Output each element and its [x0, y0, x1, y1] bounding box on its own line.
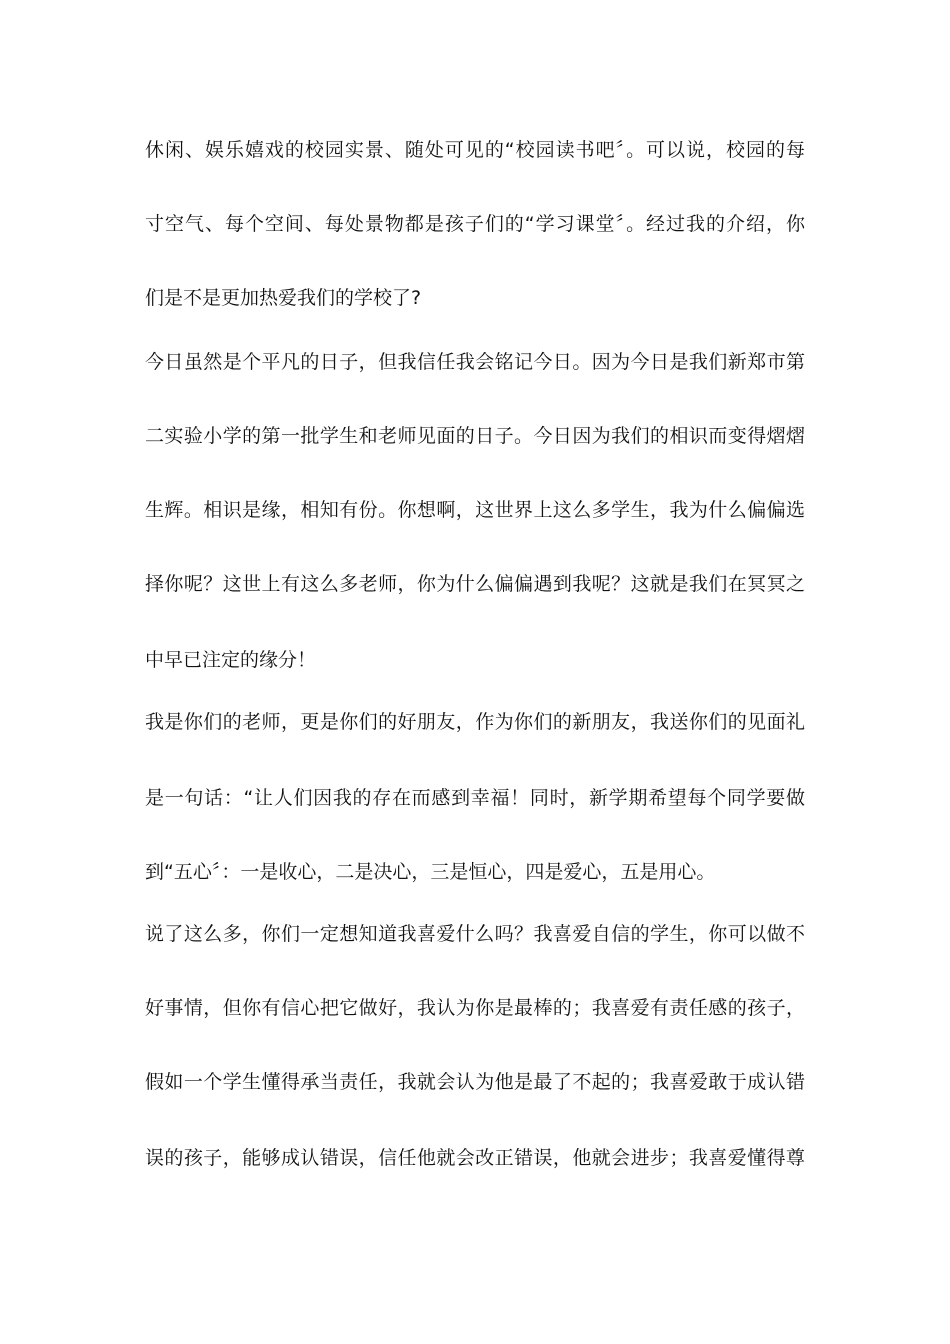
text-line: 休闲、娱乐嬉戏的校园实景、随处可见的“校园读书吧〞。可以说，校园的每	[145, 139, 805, 161]
text-line: 择你呢？这世上有这么多老师，你为什么偏偏遇到我呢？这就是我们在冥冥之	[145, 573, 805, 595]
text-line: 误的孩子，能够成认错误，信任他就会改正错误，他就会进步；我喜爱懂得尊	[145, 1147, 805, 1169]
text-line: 们是不是更加热爱我们的学校了?	[145, 287, 422, 309]
text-line: 寸空气、每个空间、每处景物都是孩子们的“学习课堂〞。经过我的介绍，你	[145, 213, 805, 235]
text-line: 假如一个学生懂得承当责任，我就会认为他是最了不起的；我喜爱敢于成认错	[145, 1071, 805, 1093]
text-line: 今日虽然是个平凡的日子，但我信任我会铭记今日。因为今日是我们新郑市第	[145, 351, 805, 373]
text-line: 中早已注定的缘分！	[145, 649, 317, 671]
text-line: 好事情，但你有信心把它做好，我认为你是最棒的；我喜爱有责任感的孩子，	[145, 997, 805, 1019]
text-line: 是一句话：“让人们因我的存在而感到幸福！同时，新学期希望每个同学要做	[145, 787, 805, 809]
text-line: 说了这么多，你们一定想知道我喜爱什么吗？我喜爱自信的学生，你可以做不	[145, 923, 805, 945]
text-line: 二实验小学的第一批学生和老师见面的日子。今日因为我们的相识而变得熠熠	[145, 425, 805, 447]
text-line: 到“五心〞：一是收心，二是决心，三是恒心，四是爱心，五是用心。	[145, 861, 716, 883]
text-line: 我是你们的老师，更是你们的好朋友，作为你们的新朋友，我送你们的见面礼	[145, 711, 805, 733]
text-line: 生辉。相识是缘，相知有份。你想啊，这世界上这么多学生，我为什么偏偏选	[145, 499, 805, 521]
